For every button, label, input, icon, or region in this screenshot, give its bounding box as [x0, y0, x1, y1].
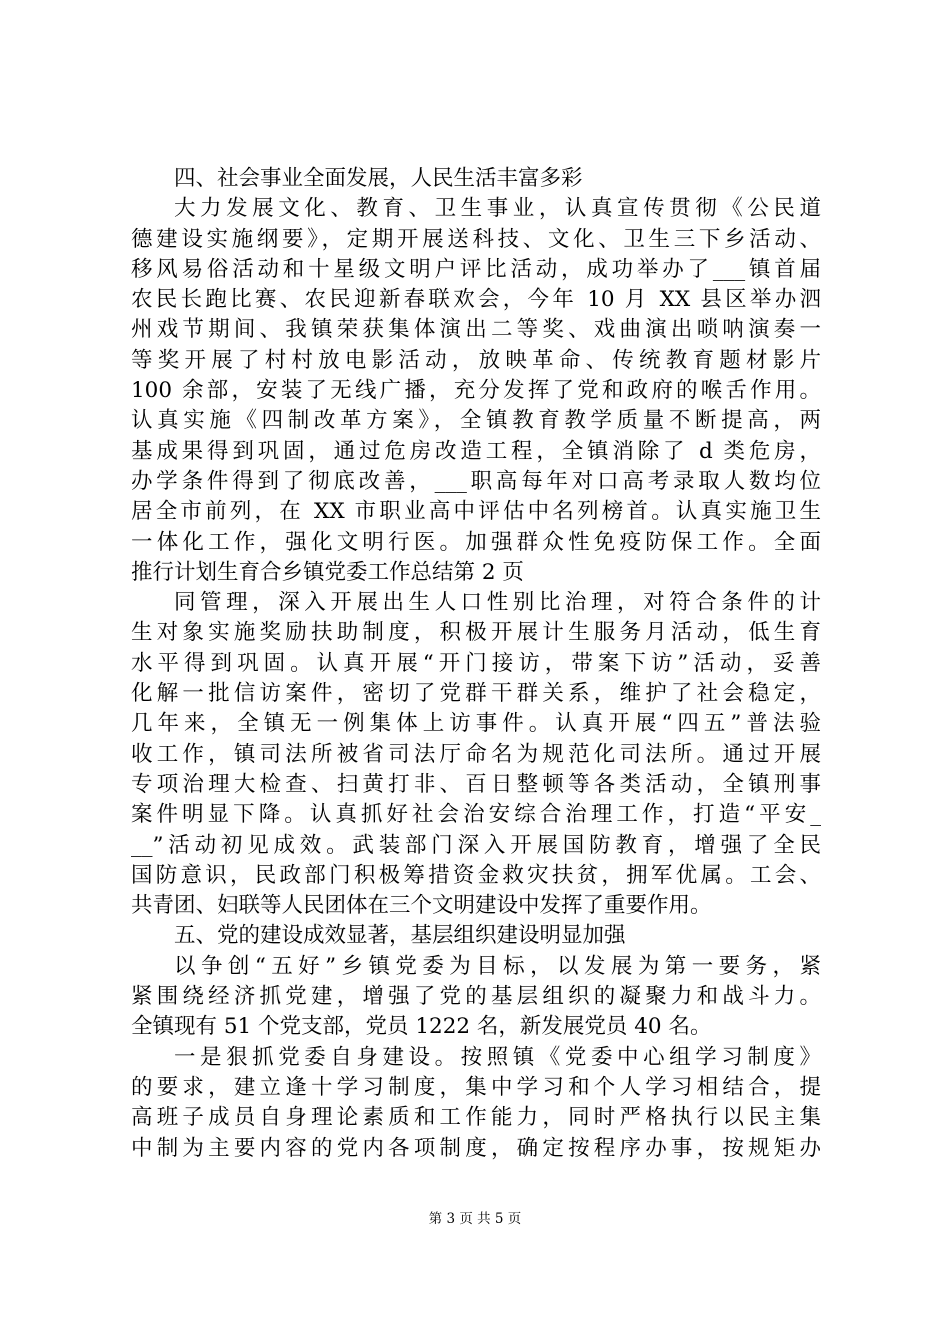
text-line: 案件明显下降。认真抓好社会治安综合治理工作，打造“平安_ — [131, 802, 821, 828]
text-line: 认真实施《四制改革方案》，全镇教育教学质量不断提高，两 — [131, 408, 821, 434]
text-line: 共青团、妇联等人民团体在三个文明建设中发挥了重要作用。 — [131, 893, 712, 919]
text-line: 农民长跑比赛、农民迎新春联欢会，今年 10 月 XX 县区举办泗 — [131, 287, 821, 313]
document-body — [131, 164, 821, 1164]
page-footer — [0, 1210, 950, 1228]
text-line: 几年来，全镇无一例集体上访事件。认真开展“四五”普法验 — [131, 711, 821, 737]
text-line: 一是狠抓党委自身建设。按照镇《党委中心组学习制度》 — [174, 1044, 821, 1070]
text-line: 全镇现有 51 个党支部，党员 1222 名，新发展党员 40 名。 — [131, 1014, 712, 1040]
text-line: 大力发展文化、教育、卫生事业，认真宣传贯彻《公民道 — [174, 196, 821, 222]
text-line: 州戏节期间、我镇荣获集体演出二等奖、戏曲演出唢呐演奏一 — [131, 317, 821, 343]
text-line: 移风易俗活动和十星级文明户评比活动，成功举办了___镇首届 — [131, 256, 821, 282]
text-line: 等奖开展了村村放电影活动，放映革命、传统教育题材影片 — [131, 347, 821, 373]
text-line: 办学条件得到了彻底改善，___职高每年对口高考录取人数均位 — [131, 468, 821, 494]
text-line: 高班子成员自身理论素质和工作能力，同时严格执行以民主集 — [131, 1105, 821, 1131]
text-line: 专项治理大检查、扫黄打非、百日整顿等各类活动，全镇刑事 — [131, 771, 821, 797]
text-line: 水平得到巩固。认真开展“开门接访，带案下访”活动，妥善 — [131, 650, 821, 676]
text-line: 推行计划生育合乡镇党委工作总结第 2 页 — [131, 559, 524, 585]
text-line: 紧围绕经济抓党建，增强了党的基层组织的凝聚力和战斗力。 — [131, 984, 821, 1010]
text-line: 生对象实施奖励扶助制度，积极开展计生服务月活动，低生育 — [131, 620, 821, 646]
text-line: 基成果得到巩固，通过危房改造工程，全镇消除了 d 类危房， — [131, 438, 821, 464]
text-line: 化解一批信访案件，密切了党群干群关系，维护了社会稳定， — [131, 681, 821, 707]
text-line: 国防意识，民政部门积极筹措资金救灾扶贫，拥军优属。工会、 — [131, 862, 821, 888]
text-line: 德建设实施纲要》，定期开展送科技、文化、卫生三下乡活动、 — [131, 226, 821, 252]
text-line: 四、社会事业全面发展，人民生活丰富多彩 — [174, 166, 583, 191]
page-number-label: 第 3 页 共 5 页 — [428, 1211, 522, 1227]
text-line: 收工作，镇司法所被省司法厅命名为规范化司法所。通过开展 — [131, 741, 821, 767]
text-line: 同管理，深入开展出生人口性别比治理，对符合条件的计 — [174, 590, 821, 616]
text-line: 的要求，建立逢十学习制度，集中学习和个人学习相结合，提 — [131, 1074, 821, 1100]
text-line: 五、党的建设成效显著，基层组织建设明显加强 — [174, 923, 626, 949]
text-line: 一体化工作，强化文明行医。加强群众性免疫防保工作。全面 — [131, 529, 821, 555]
text-line: 中制为主要内容的党内各项制度，确定按程序办事，按规矩办 — [131, 1135, 821, 1161]
text-line: 100 余部，安装了无线广播，充分发挥了党和政府的喉舌作用。 — [131, 378, 821, 404]
text-line: 居全市前列，在 XX 市职业高中评估中名列榜首。认真实施卫生 — [131, 499, 821, 525]
text-line: 以争创“五好”乡镇党委为目标，以发展为第一要务，紧 — [174, 953, 821, 979]
text-line: __”活动初见成效。武装部门深入开展国防教育，增强了全民 — [131, 832, 821, 858]
